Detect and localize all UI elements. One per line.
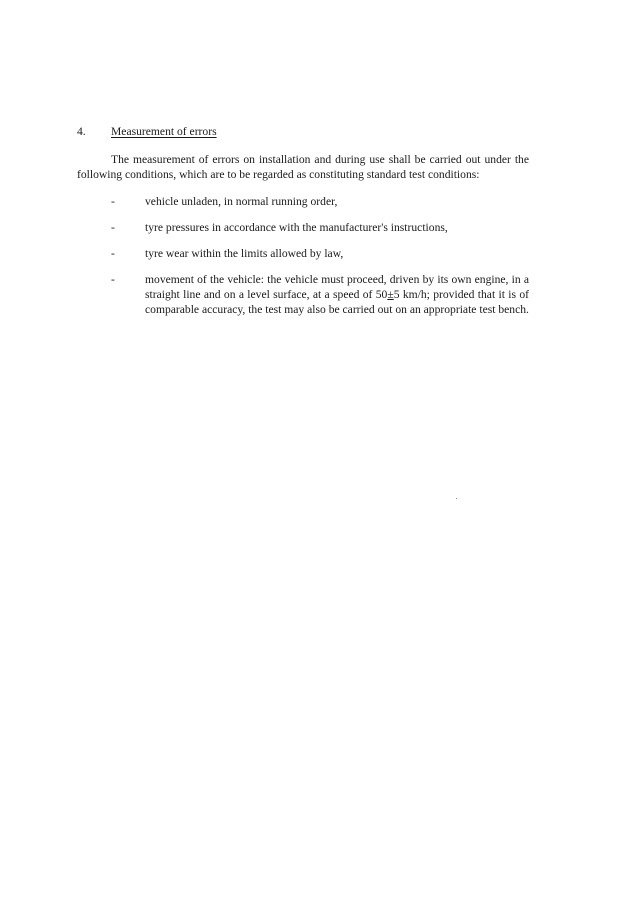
list-item — [77, 194, 529, 209]
conditions-list — [77, 194, 529, 328]
condition-text: tyre wear within the limits allowed by law, — [145, 247, 344, 260]
condition-text: vehicle unladen, in normal running order, — [145, 195, 338, 208]
bullet-dash: - — [111, 195, 115, 208]
bullet-dash: - — [111, 221, 115, 234]
scan-speck — [456, 498, 457, 499]
section-number: 4. — [77, 125, 86, 138]
condition-text — [145, 272, 529, 317]
list-item — [77, 220, 529, 235]
list-item — [77, 272, 529, 317]
condition-text-part: 5 km/h; provided that it is of comparable accuracy, the test may also be carried out on an appropriate test bench. — [145, 288, 529, 316]
plus-minus-sign: ± — [387, 288, 394, 301]
condition-text-part: movement of the vehicle: the vehicle must proceed, driven by its own engine, in a straight line and on a level surface, at a speed of 50 — [145, 273, 529, 301]
section-heading — [77, 124, 217, 139]
condition-text: tyre pressures in accordance with the manufacturer's instructions, — [145, 221, 448, 234]
bullet-dash: - — [111, 273, 115, 286]
bullet-dash: - — [111, 247, 115, 260]
section-title: Measurement of errors — [111, 125, 217, 138]
list-item — [77, 246, 529, 261]
intro-paragraph: The measurement of errors on installation and during use shall be carried out under the following conditions, which are to be regarded as constituting standard test conditions: — [77, 153, 529, 181]
